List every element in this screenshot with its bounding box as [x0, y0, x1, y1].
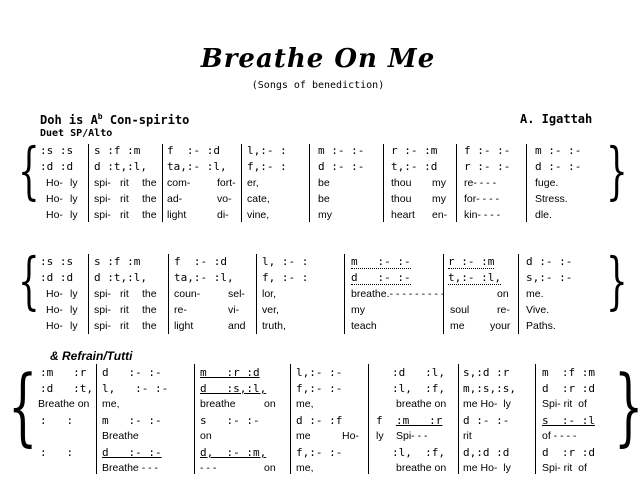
barline: [518, 254, 519, 334]
lyric: of - - - -: [542, 430, 577, 442]
lyric: me Ho- ly: [463, 398, 511, 410]
lyric: me.: [526, 288, 544, 300]
song-subtitle: (Songs of benediction): [251, 80, 385, 91]
lyric: soul: [450, 304, 470, 316]
notation: m :f :m: [542, 366, 595, 379]
notation-alto: :d :d: [40, 271, 74, 284]
lyric: rit: [120, 320, 129, 332]
lyric: on: [264, 462, 276, 474]
notation-soprano: r :- :m: [391, 144, 438, 157]
lyric: and: [228, 320, 246, 332]
notation: f: [376, 414, 383, 427]
lyric: breathe.- - - - - - - - -: [351, 288, 445, 300]
lyric: rit: [120, 193, 129, 205]
song-title: Breathe On Me: [200, 44, 436, 74]
lyric: me: [296, 430, 311, 442]
lyric: vine,: [247, 209, 270, 221]
notation: s :- :-: [200, 414, 260, 427]
barline: [344, 254, 345, 334]
lyric: vi-: [228, 304, 240, 316]
notation-soprano: :s :s: [40, 144, 74, 157]
notation: d :r :d: [542, 446, 595, 459]
barline: [241, 144, 242, 222]
lyric: on: [200, 430, 212, 442]
barline: [96, 364, 97, 474]
lyric: cate,: [247, 193, 270, 205]
composer-name: A. Igattah: [520, 112, 593, 126]
notation-alto: :d :d: [40, 160, 74, 173]
barline: [162, 144, 163, 222]
notation: d :s,:l,: [200, 382, 267, 395]
lyric: sel-: [228, 288, 245, 300]
lyric: er,: [247, 177, 259, 189]
lyric: rit: [120, 177, 129, 189]
notation-soprano: f :- :d: [174, 255, 227, 268]
notation-soprano: m :- :-: [318, 144, 365, 157]
notation-alto: d :- :-: [318, 160, 365, 173]
lyric: spi-: [94, 193, 111, 205]
notation-soprano: s :f :m: [94, 255, 141, 268]
lyric: re-: [174, 304, 187, 316]
key-signature: Doh is $A^b$ Con-spirito: [40, 112, 190, 127]
notation-soprano: f :- :d: [167, 144, 220, 157]
lyric: - - -: [200, 462, 217, 474]
lyric: for- - - -: [464, 193, 499, 205]
lyric: the: [142, 288, 157, 300]
lyric: me,: [296, 398, 314, 410]
notation: d :- :-: [463, 414, 510, 427]
barline: [458, 364, 459, 474]
lyric: Ho-: [46, 177, 63, 189]
right-brace-icon: }: [606, 244, 628, 317]
lyric: be: [318, 193, 330, 205]
barline: [535, 364, 536, 474]
notation: s :- :l: [542, 414, 595, 427]
barline: [88, 254, 89, 334]
lyric: dle.: [535, 209, 552, 221]
lyric: spi-: [94, 288, 111, 300]
lyric: truth,: [262, 320, 286, 332]
lyric: thou: [391, 193, 412, 205]
lyric: breathe: [200, 398, 236, 410]
lyric: me,: [102, 398, 120, 410]
lyric: ad-: [167, 193, 183, 205]
notation-soprano: l, :- :: [262, 255, 309, 268]
lyric: me: [450, 320, 465, 332]
lyric: kin- - - -: [464, 209, 501, 221]
lyric: com-: [167, 177, 191, 189]
lyric: Ho-: [46, 193, 63, 205]
lyric: Spi- rit of: [542, 462, 587, 474]
lyric: ly: [70, 177, 78, 189]
lyric: re- - - -: [464, 177, 497, 189]
barline: [256, 254, 257, 334]
notation: d, :- :m,: [200, 446, 267, 459]
notation: :d :l,: [392, 366, 445, 379]
lyric: lor,: [262, 288, 277, 300]
barline: [194, 364, 195, 474]
notation-soprano: r :- :m: [448, 255, 495, 268]
notation: : :: [40, 414, 74, 427]
lyric: the: [142, 304, 157, 316]
notation: f,:- :-: [296, 382, 343, 395]
lyric: on: [497, 288, 509, 300]
lyric: Paths.: [526, 320, 556, 332]
lyric: teach: [351, 320, 377, 332]
lyric: Ho-: [46, 320, 63, 332]
barline: [309, 144, 310, 222]
barline: [456, 144, 457, 222]
lyric: your: [490, 320, 511, 332]
lyric: be: [318, 177, 330, 189]
lyric: breathe on: [396, 462, 447, 474]
notation-soprano: l,:- :: [247, 144, 287, 157]
lyric: ly: [70, 320, 78, 332]
notation: l, :- :-: [102, 382, 169, 395]
notation-alto: d :t,:l,: [94, 271, 147, 284]
notation-alto: ta,:- :l,: [167, 160, 227, 173]
lyric: di-: [217, 209, 229, 221]
lyric: the: [142, 320, 157, 332]
lyric: re-: [497, 304, 510, 316]
notation: :d :t,: [40, 382, 93, 395]
lyric: light: [174, 320, 194, 332]
lyric: Ho-: [46, 288, 63, 300]
notation-alto: d :t,:l,: [94, 160, 147, 173]
barline: [290, 364, 291, 474]
notation-soprano: d :- :-: [526, 255, 573, 268]
notation: :m :r: [396, 414, 443, 427]
notation-alto: t,:- :l,: [448, 271, 501, 284]
notation-soprano: f :- :-: [464, 144, 511, 157]
left-brace-icon: {: [8, 357, 38, 455]
notation: : :: [40, 446, 74, 459]
lyric: rit: [120, 209, 129, 221]
voicing-label: Duet SP/Alto: [40, 128, 113, 139]
refrain-label: & Refrain/Tutti: [50, 349, 133, 363]
notation: m :r :d: [200, 366, 260, 379]
lyric: spi-: [94, 320, 111, 332]
lyric: en-: [432, 209, 448, 221]
notation: d :- :f: [296, 414, 343, 427]
notation-alto: ta,:- :l,: [174, 271, 234, 284]
notation-alto: r :- :-: [464, 160, 511, 173]
lyric: me,: [296, 462, 314, 474]
notation: d,:d :d: [463, 446, 510, 459]
notation-alto: f, :- :: [262, 271, 309, 284]
lyric: ver,: [262, 304, 279, 316]
notation-alto: f,:- :: [247, 160, 287, 173]
notation: s,:d :r: [463, 366, 510, 379]
notation-alto: t,:- :d: [391, 160, 438, 173]
notation-alto: d :- :-: [351, 271, 411, 284]
notation: m,:s,:s,: [463, 382, 516, 395]
lyric: light: [167, 209, 187, 221]
notation: l,:- :-: [296, 366, 343, 379]
lyric: Breathe - - -: [102, 462, 159, 474]
lyric: spi-: [94, 209, 111, 221]
barline: [526, 144, 527, 222]
lyric: fort-: [217, 177, 236, 189]
lyric: rit: [120, 288, 129, 300]
barline: [168, 254, 169, 334]
lyric: Breathe: [102, 430, 139, 442]
lyric: thou: [391, 177, 412, 189]
lyric: rit: [463, 430, 472, 442]
lyric: ly: [70, 193, 78, 205]
notation: d :- :-: [102, 446, 162, 459]
lyric: my: [432, 193, 446, 205]
lyric: me Ho- ly: [463, 462, 511, 474]
lyric: on: [264, 398, 276, 410]
lyric: Breathe on: [38, 398, 90, 410]
barline: [383, 144, 384, 222]
lyric: spi-: [94, 304, 111, 316]
left-brace-icon: {: [18, 134, 40, 207]
notation-soprano: m :- :-: [351, 255, 411, 268]
right-brace-icon: }: [606, 134, 628, 207]
lyric: Vive.: [526, 304, 550, 316]
notation: d :- :-: [102, 366, 162, 379]
lyric: Stress.: [535, 193, 568, 205]
notation: m :- :-: [102, 414, 162, 427]
lyric: Ho-: [46, 209, 63, 221]
notation: :l, :f,: [392, 382, 445, 395]
notation: :m :r: [40, 366, 87, 379]
lyric: the: [142, 177, 157, 189]
notation: :l, :f,: [392, 446, 445, 459]
notation: f,:- :-: [296, 446, 343, 459]
lyric: ly: [70, 304, 78, 316]
lyric: vo-: [217, 193, 232, 205]
lyric: ly: [70, 209, 78, 221]
lyric: Spi- - -: [396, 430, 428, 442]
notation-alto: d :- :-: [535, 160, 582, 173]
lyric: the: [142, 193, 157, 205]
lyric: my: [351, 304, 365, 316]
lyric: ly: [376, 430, 384, 442]
notation: d :r :d: [542, 382, 595, 395]
barline: [368, 364, 369, 474]
lyric: coun-: [174, 288, 201, 300]
notation-soprano: s :f :m: [94, 144, 141, 157]
lyric: Ho-: [342, 430, 359, 442]
right-brace-icon: }: [614, 357, 643, 455]
lyric: Spi- rit of: [542, 398, 587, 410]
lyric: the: [142, 209, 157, 221]
lyric: my: [432, 177, 446, 189]
lyric: fuge.: [535, 177, 559, 189]
lyric: heart: [391, 209, 415, 221]
lyric: rit: [120, 304, 129, 316]
left-brace-icon: {: [18, 244, 40, 317]
notation-soprano: m :- :-: [535, 144, 582, 157]
notation-alto: s,:- :-: [526, 271, 573, 284]
lyric: Ho-: [46, 304, 63, 316]
notation-soprano: :s :s: [40, 255, 74, 268]
lyric: my: [318, 209, 332, 221]
lyric: breathe on: [396, 398, 447, 410]
lyric: spi-: [94, 177, 111, 189]
lyric: ly: [70, 288, 78, 300]
barline: [88, 144, 89, 222]
